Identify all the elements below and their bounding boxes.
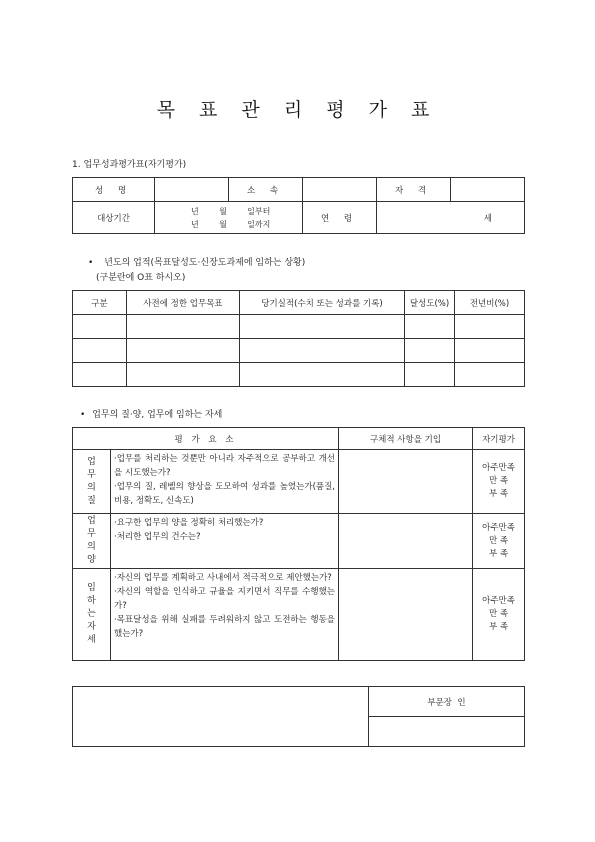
eval-row-attitude [73,569,525,661]
grade-lacking: 부 족 [488,548,509,559]
grade-satisfied: 만 족 [488,535,509,546]
self-eval-attitude[interactable] [473,569,525,661]
eval-header-self: 자기평가 [473,428,525,450]
items-quality [111,450,339,514]
category-char: 업 [87,516,96,526]
category-char: 임 [87,583,96,593]
dept-field[interactable] [303,178,377,202]
category-char: 의 [87,482,96,493]
page-title: 목 표 관 리 평 가 표 [156,99,439,121]
self-eval-quality[interactable] [473,450,525,514]
perf-cell[interactable] [405,339,455,363]
category-char: 하 [87,596,96,606]
section2-heading: 년도의 업적(목표달성도·신장도과제에 임하는 상황) [104,258,306,268]
eval-item: ·자신의 업무를 계획하고 사내에서 적극적으로 제안했는가? [114,573,332,583]
grade-satisfied: 만 족 [488,476,509,486]
eval-item: ·목표달성을 위해 실패를 두려워하지 않고 도전하는 행동을 했는가? [114,615,336,639]
section3-heading: 업무의 질·양, 업무에 임하는 자세 [92,410,223,420]
grade-satisfied: 만 족 [488,609,509,619]
eval-item: ·자신의 역할을 인식하고 규율을 지키면서 직무를 수행했는가? [114,587,336,611]
perf-header-yoy: 전년비(%) [455,291,525,315]
category-char: 양 [87,555,96,565]
eval-item: ·요구한 업무의 양을 정확히 처리했는가? [114,518,264,528]
perf-cell[interactable] [127,339,240,363]
eval-row-quality [73,450,525,514]
perf-cell[interactable] [73,339,127,363]
table-row [73,339,525,363]
section1-heading: 1. 업무성과평가표(자기평가) [72,160,187,170]
signature-label: 부문장 인 [369,687,525,717]
bullet-icon: • [80,410,86,420]
signature-field[interactable] [369,717,525,747]
evaluation-table [72,427,525,661]
perf-cell[interactable] [73,363,127,387]
name-field[interactable] [155,178,229,202]
perf-cell[interactable] [127,315,240,339]
period-field[interactable] [155,202,303,234]
category-char: 세 [87,635,96,645]
perf-header-goal: 사전에 정한 업무목표 [127,291,240,315]
remarks-field[interactable] [73,687,369,747]
category-char: 자 [87,622,96,632]
category-char: 의 [87,542,96,552]
table-row [73,363,525,387]
bullet-icon: • [88,258,94,268]
eval-item: ·처리한 업무의 건수는? [114,532,201,542]
perf-cell[interactable] [240,339,405,363]
perf-cell[interactable] [455,315,525,339]
category-char: 질 [87,495,96,506]
perf-header-achievement: 달성도(%) [405,291,455,315]
perf-cell[interactable] [73,315,127,339]
period-to: 년 월 일까지 [191,219,271,229]
grade-lacking: 부 족 [488,622,509,632]
signature-table [72,686,525,747]
category-char: 무 [87,529,96,539]
period-label: 대상기간 [73,202,155,234]
category-char: 는 [87,609,96,619]
age-field[interactable] [377,202,525,234]
grade-lacking: 부 족 [488,489,509,499]
grade-excellent: 아주만족 [482,463,515,473]
name-label: 성 명 [73,178,155,202]
eval-header-details: 구체적 사항을 기입 [339,428,473,450]
perf-header-result: 당기실적(수치 또는 성과를 기록) [240,291,405,315]
rank-label: 자 격 [377,178,451,202]
period-from: 년 월 일부터 [191,206,271,216]
perf-cell[interactable] [405,363,455,387]
perf-cell[interactable] [240,363,405,387]
eval-item: ·업무를 처리하는 것뿐만 아니라 자주적으로 공부하고 개선을 시도했는가? [114,454,336,478]
perf-cell[interactable] [455,339,525,363]
grade-excellent: 아주만족 [482,596,515,606]
eval-item: ·업무의 질, 레벨의 향상을 도모하여 성과를 높였는가(품질, 비용, 정확도, 신속도) [114,482,336,506]
details-field[interactable] [339,569,473,661]
category-quantity [73,514,111,569]
category-char: 무 [87,469,96,480]
self-eval-quantity[interactable] [473,514,525,569]
items-attitude [111,569,339,661]
perf-cell[interactable] [127,363,240,387]
age-label: 연 령 [303,202,377,234]
section2-heading-line [88,255,305,268]
details-field[interactable] [339,514,473,569]
section3-heading-line [80,407,222,420]
section2-note: (구분란에 O표 하시오) [96,273,186,283]
performance-table [72,290,525,387]
personal-info-table [72,177,525,234]
category-char: 업 [87,456,96,467]
rank-field[interactable] [451,178,525,202]
perf-cell[interactable] [240,315,405,339]
age-unit: 세 [483,213,492,224]
perf-cell[interactable] [405,315,455,339]
perf-cell[interactable] [455,363,525,387]
items-quantity [111,514,339,569]
grade-excellent: 아주만족 [482,522,515,533]
eval-row-quantity [73,514,525,569]
table-row [73,315,525,339]
category-attitude [73,569,111,661]
dept-label: 소 속 [229,178,303,202]
eval-header-factors: 평 가 요 소 [73,428,339,450]
details-field[interactable] [339,450,473,514]
perf-header-category: 구분 [73,291,127,315]
category-quality [73,450,111,514]
